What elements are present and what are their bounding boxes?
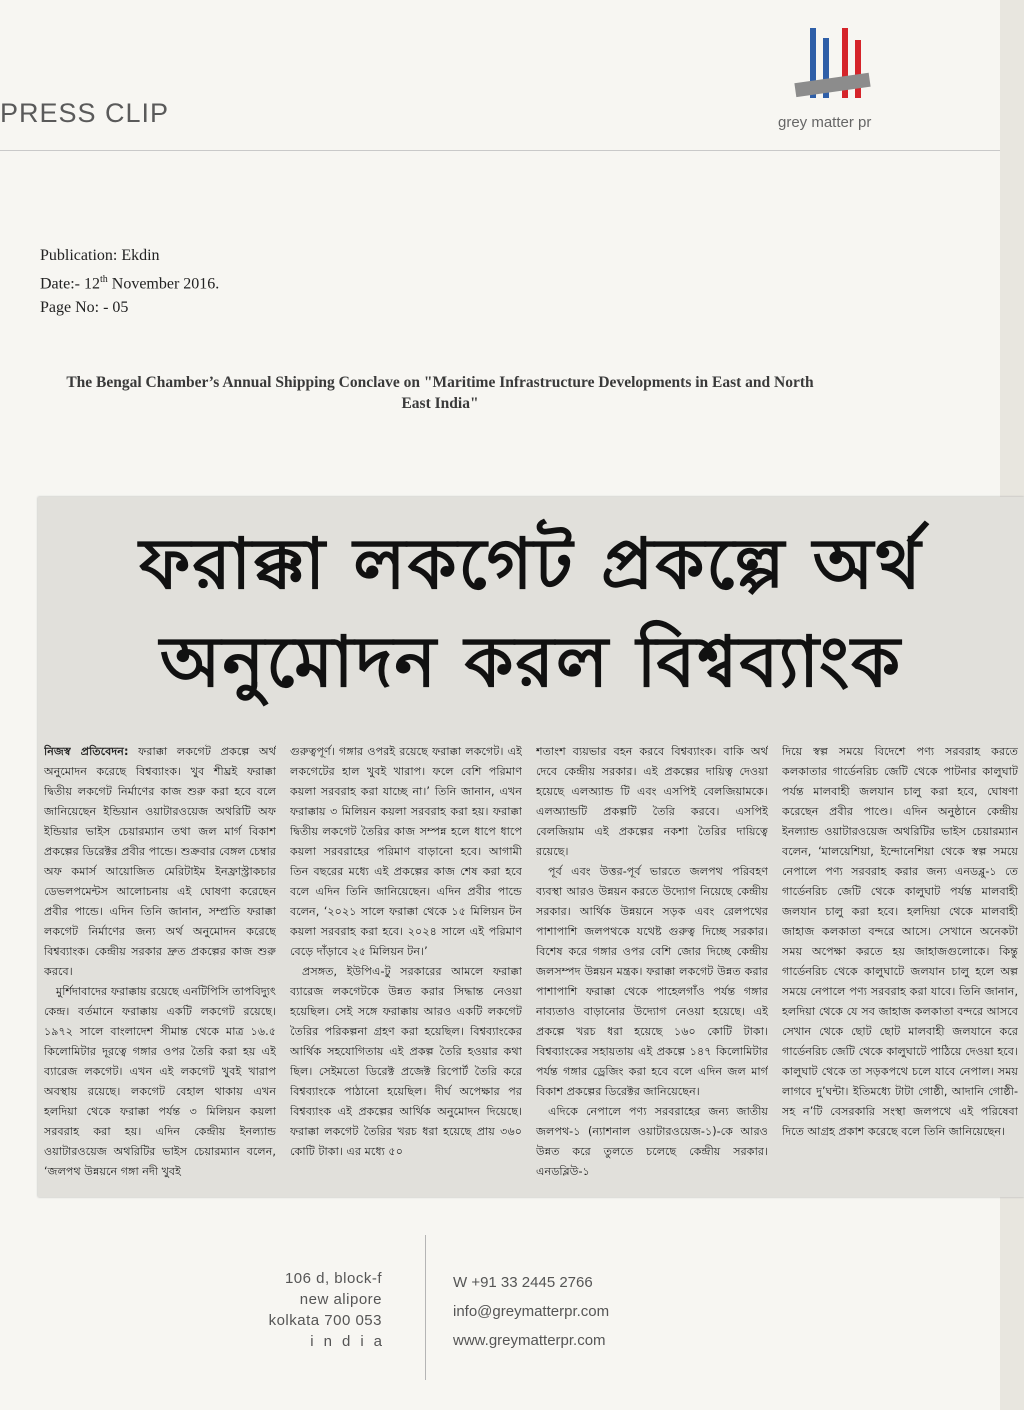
footer-divider <box>425 1235 426 1380</box>
article-paragraph: শতাংশ ব্যয়ভার বহন করবে বিশ্বব্যাংক। বাকি অর্থ দেবে কেন্দ্রীয় সরকার। এই প্রকল্পের দায়িত্ব দেওয়া হয়েছে এলঅ্যান্ড টি এবং এসপিই বেলজিয়ামকে। এলঅ্যান্ডটি প্রকল্পটি তৈরি করবে। এসপিই বেলজিয়াম এই প্রকল্পের নকশা তৈরির দায়িত্বে রয়েছে। <box>536 745 768 858</box>
article-column-1 <box>44 742 276 1187</box>
article-paragraph: মুর্শিদাবাদের ফরাক্কায় রয়েছে এনটিপিসি তাপবিদ্যুৎ কেন্দ্র। বর্তমানে ফরাক্কায় একটি লকগেট রয়েছে। ১৯৭২ সালে বাংলাদেশ সীমান্ত থেকে মাত্র ১৬.৫ কিলোমিটার দূরত্বে গঙ্গার ওপর তৈরি করা হয় এই ব্যারেজ লকগেট। এখন এই লকগেট খুবই খারাপ অবস্থায় রয়েছে। লকগেট বেহাল থাকায় এখন হলদিয়া থেকে ফরাক্কা পর্যন্ত ৩ মিলিয়ন কয়লা সরবরাহ করা হয়। এদিন কেন্দ্রীয় ইনল্যান্ড ওয়াটারওয়েজ অথরিটির ভাইস চেয়ারম্যান বলেন, ‘জলপথ উন্নয়নে গঙ্গা নদী খুবই <box>44 985 276 1178</box>
website-url: www.greymatterpr.com <box>453 1332 606 1349</box>
logo-wordmark: grey matter pr <box>778 114 872 131</box>
article-column-2 <box>290 742 522 1187</box>
publication-name: Publication: Ekdin <box>40 247 160 264</box>
header-divider <box>0 150 1000 151</box>
article-paragraph: নিজস্ব প্রতিবেদন: ফরাক্কা লকগেট প্রকল্পে অর্থ অনুমোদন করেছে বিশ্বব্যাংক। খুব শীঘ্রই ফরাক্কা দ্বিতীয় লকগেট নির্মাণের কাজ শুরু করা হবে বলে জানিয়েছেন ইন্ডিয়ান ওয়াটারওয়েজ অথরিটি অফ ইন্ডিয়ার ভাইস চেয়ারম্যান তথা জল মার্গ বিকাশ প্রকল্পের ডিরেক্টর প্রবীর পান্ডে। শুক্রবার বেঙ্গল চেম্বার অফ কমার্স আয়োজিত মেরিটাইম ইনফ্রাস্ট্রাকচার ডেভলপমেন্টস আলোচনায় এই ঘোষণা করেছেন প্রবীর পান্ডে। এদিন তিনি জানান, সম্প্রতি ফরাক্কা লকগেট নির্মাণের জন্য অর্থ অনুমোদন করেছে বিশ্বব্যাংক। কেন্দ্রীয় সরকার দ্রুত প্রকল্পের কাজ শুরু করবে। <box>44 745 276 978</box>
email-address: info@greymatterpr.com <box>453 1303 610 1320</box>
article-paragraph: দিয়ে স্বল্প সময়ে বিদেশে পণ্য সরবরাহ করতে কলকাতার গার্ডেনরিচ জেটি থেকে পাটনার কালুঘাট পর্যন্ত মালবাহী জলযান চালু করা হবে, ঘোষণা করেছেন প্রবীর পাণ্ডে। এদিন অনুষ্ঠানে কেন্দ্রীয় ইনল্যান্ড ওয়াটারওয়েজ অথরিটির ভাইস চেয়ারম্যান বলেন, ‘মালয়েশিয়া, ইন্দোনেশিয়া থেকে স্বল্প সময়ে নেপালে পণ্য সরবরাহ করার জন্য এনডব্লু-১ তে গার্ডেনরিচ জেটি থেকে কালুঘাট পর্যন্ত মালবাহী জলযান চালু করা হবে। হলদিয়া থেকে মালবাহী জাহাজ কলকাতা বন্দরে আসে। সেখানে অনেকটা সময় অপেক্ষা করতে হয় জাহাজগুলোকে। কিন্তু গার্ডেনরিচ থেকে কালুঘাটে জলযান চালু হলে অল্প সময়ে নেপালে পণ্য সরবরাহ করা যাবে। তিনি জানান, হলদিয়া থেকে যে সব জাহাজ কলকাতা বন্দরে আসবে সেখান থেকে ছোট ছোট মালবাহী জলযানে করে গার্ডেনরিচ জেটি থেকে কালুঘাটে পাঠিয়ে দেওয়া হবে। কালুঘাট থেকে তা সড়কপথে চলে যাবে নেপাল। সময় লাগবে দু’ঘন্টা। ইতিমধ্যে টাটা গোষ্ঠী, আদানি গোষ্ঠী-সহ ন’টি বেসরকারি সংস্থা জলপথে এই পরিষেবা দিতে আগ্রহ প্রকাশ করেছে বলে তিনি জানিয়েছেন। <box>782 745 1018 1138</box>
address-line: 106 d, block-f <box>284 1270 382 1287</box>
page-number: Page No: - 05 <box>40 299 129 317</box>
article-column-3 <box>536 742 768 1187</box>
event-title: The Bengal Chamber’s Annual Shipping Conclave on "Maritime Infrastructure Developments in East and North East India" <box>66 374 814 412</box>
press-clip-title: PRESS CLIP <box>0 98 170 128</box>
publication-meta <box>40 244 219 320</box>
article-paragraph: প্রসঙ্গত, ইউপিএ-টু সরকারের আমলে ফরাক্কা ব্যারেজ লকগেটকে উন্নত করার সিদ্ধান্ত নেওয়া হয়েছিল। সেই সঙ্গে ফরাক্কায় আরও একটি লকগেট তৈরির পরিকল্পনা গ্রহণ করা হয়েছিল। বিশ্বব্যাংকের আর্থিক সহযোগিতায় এই প্রকল্প তৈরি হওয়ার কথা ছিল। সেইমতো ডিরেক্ট প্রজেক্ট রিপোর্ট তৈরি করে বিশ্বব্যাংকে পাঠানো হয়েছিল। দীর্ঘ অপেক্ষার পর বিশ্বব্যাংক এই প্রকল্পের আর্থিক অনুমোদন দিয়েছে। ফরাক্কা লকগেট তৈরির খরচ ধরা হয়েছে প্রায় ৩৬০ কোটি টাকা। এর মধ্যে ৫০ <box>290 965 522 1158</box>
article-paragraph: এদিকে নেপালে পণ্য সরবরাহের জন্য জাতীয় জলপথ-১ (ন্যাশনাল ওয়াটারওয়েজ-১)-কে আরও উন্নত করে তুলতে চলেছে কেন্দ্রীয় সরকার। এনডব্লিউ-১ <box>536 1105 768 1178</box>
footer-contact <box>453 1268 609 1355</box>
newspaper-clipping <box>38 497 1024 1197</box>
article-paragraph: পূর্ব এবং উত্তর-পূর্ব ভারতে জলপথ পরিবহণ ব্যবস্থা আরও উন্নয়ন করতে উদ্যোগ নিয়েছে কেন্দ্রীয় সরকার। আর্থিক উন্নয়নে সড়ক এবং রেলপথের পাশাপাশি জলপথকে যথেষ্ট গুরুত্ব দিচ্ছে সরকার। বিশেষ করে গঙ্গার ওপর বেশি জোর দিচ্ছে কেন্দ্রীয় জলসম্পদ উন্নয়ন মন্ত্রক। ফরাক্কা লকগেট উন্নত করার পাশাপাশি ফরাক্কা থেকে পাহেলগাঁও পর্যন্ত গঙ্গার নাব্যতাও বাড়ানোর উদ্যোগ নেওয়া হয়েছে। এই প্রকল্পে খরচ ধরা হয়েছে ১৬০ কোটি টাকা। বিশ্বব্যাংকের সহায়তায় এই প্রকল্পে ১৪৭ কিলোমিটার পর্যন্ত গঙ্গার ড্রেজিং করা হবে বলে এদিন জল মার্গ বিকাশ প্রকল্পের ডিরেক্টর জানিয়েছেন। <box>536 865 768 1098</box>
grey-matter-logo-icon <box>790 28 890 118</box>
headline-line-2: অনুমোদন করল বিশ্বব্যাংক <box>159 621 903 703</box>
footer-address <box>268 1268 392 1352</box>
address-line: kolkata 700 053 <box>268 1312 382 1329</box>
headline-line-1: ফরাক্কা লকগেট প্রকল্পে অর্থ <box>139 523 923 605</box>
article-body <box>38 742 1024 1187</box>
phone-number: W +91 33 2445 2766 <box>453 1274 593 1291</box>
address-line: india <box>310 1333 392 1350</box>
article-paragraph: গুরুত্বপূর্ণ। গঙ্গার ওপরই রয়েছে ফরাক্কা লকগেট। এই লকগেটের হাল খুবই খারাপ। ফলে বেশি পরিমাণ কয়লা সরবরাহ করা যাচ্ছে না।’ তিনি জানান, এখন ফরাক্কায় ৩ মিলিয়ন কয়লা সরবরাহ করা হয়। ফরাক্কা দ্বিতীয় লকগেট তৈরির কাজ সম্পন্ন হলে ধাপে ধাপে কয়লা সরবরাহের পরিমাণ বাড়ানো হবে। আগামী তিন বছরের মধ্যে এই প্রকল্পের কাজ শেষ করা হবে বলে এদিন তিনি জানিয়েছেন। এদিন প্রবীর পান্ডে বলেন, ‘২০২১ সালে ফরাক্কা থেকে ১৫ মিলিয়ন টন কয়লা সরবরাহ করা হবে। ২০২৪ সালে এই পরিমাণ বেড়ে দাঁড়াবে ২৫ মিলিয়ন টন।’ <box>290 745 522 958</box>
article-column-4 <box>782 742 1018 1187</box>
address-line: new alipore <box>299 1291 382 1308</box>
publication-date: Date:- 12th November 2016. <box>40 274 220 293</box>
byline: নিজস্ব প্রতিবেদন: <box>44 745 129 758</box>
